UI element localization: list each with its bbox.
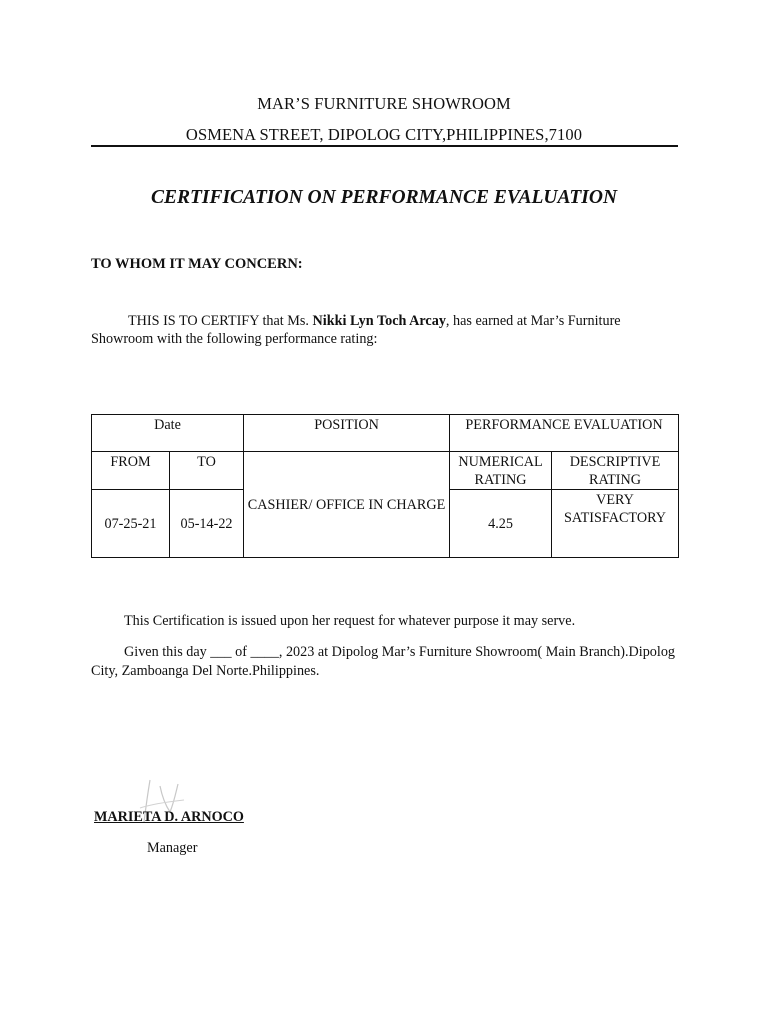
- company-name: MAR’S FURNITURE SHOWROOM: [257, 94, 511, 113]
- cell-descriptive-rating: VERY SATISFACTORY: [552, 490, 679, 558]
- header-performance-evaluation: PERFORMANCE EVALUATION: [450, 415, 679, 452]
- header-position: POSITION: [244, 415, 450, 452]
- salutation: TO WHOM IT MAY CONCERN:: [91, 256, 303, 272]
- certification-paragraph: [91, 312, 681, 348]
- cell-from: 07-25-21: [92, 490, 170, 558]
- table-subheader-row: [92, 452, 679, 490]
- signatory-name: MARIETA D. ARNOCO: [94, 809, 244, 825]
- header-numerical-rating: NUMERICAL RATING: [450, 452, 552, 490]
- header-date: Date: [92, 415, 244, 452]
- table-header-row: [92, 415, 679, 452]
- header-from: FROM: [92, 452, 170, 490]
- performance-table: [91, 414, 679, 558]
- company-address: OSMENA STREET, DIPOLOG CITY,PHILIPPINES,7100: [185, 125, 583, 144]
- purpose-statement: This Certification is issued upon her request for whatever purpose it may serve.: [124, 613, 576, 629]
- employee-name: Nikki Lyn Toch Arcay: [312, 313, 446, 329]
- header-to: TO: [170, 452, 244, 490]
- certify-intro: THIS IS TO CERTIFY that Ms.: [128, 313, 313, 329]
- document-title: CERTIFICATION ON PERFORMANCE EVALUATION: [150, 187, 618, 208]
- cell-to: 05-14-22: [170, 490, 244, 558]
- cell-numerical-rating: 4.25: [450, 490, 552, 558]
- certify-rest: , has earned at Mar’s Furniture Showroom with the following performance rating:: [91, 313, 621, 347]
- cell-position: CASHIER/ OFFICE IN CHARGE: [244, 452, 450, 558]
- header-divider: [91, 145, 678, 147]
- header-descriptive-rating: DESCRIPTIVE RATING: [552, 452, 679, 490]
- given-statement: Given this day ___ of ____, 2023 at Dipolog Mar’s Furniture Showroom( Main Branch).Dipolog City, Zamboanga Del Norte.Philippines.: [91, 644, 676, 679]
- signatory-title: Manager: [147, 840, 198, 856]
